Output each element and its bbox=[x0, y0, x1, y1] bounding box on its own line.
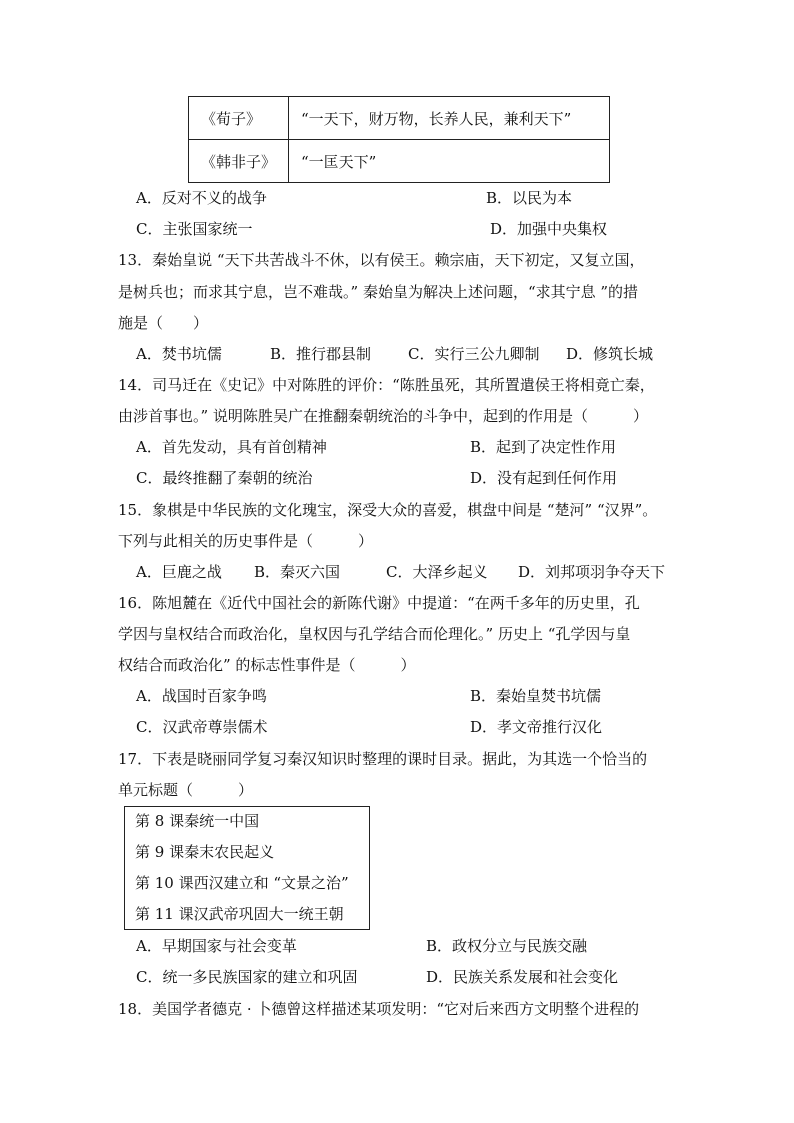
q17-option-b: B．政权分立与民族交融 bbox=[426, 937, 588, 955]
table-cell-quote: “一天下，财万物，长养人民，兼利天下” bbox=[289, 97, 610, 140]
q16-stem-line: 16．陈旭麓在《近代中国社会的新陈代谢》中提道：“在两千多年的历史里，孔 bbox=[118, 594, 640, 612]
lesson-item: 第 11 课汉武帝巩固大一统王朝 bbox=[135, 905, 344, 923]
q14-stem-line: 由涉首事也。” 说明陈胜吴广在推翻秦朝统治的斗争中，起到的作用是（ ） bbox=[118, 407, 648, 425]
q15-option-a: A．巨鹿之战 bbox=[136, 563, 222, 581]
q14-option-a: A．首先发动，具有首创精神 bbox=[136, 438, 327, 456]
q13-option-a: A．焚书坑儒 bbox=[136, 345, 222, 363]
lesson-item: 第 8 课秦统一中国 bbox=[135, 812, 260, 830]
q12-option-a: A．反对不义的战争 bbox=[136, 189, 267, 207]
q12-option-b: B．以民为本 bbox=[486, 189, 573, 207]
q16-stem-line: 权结合而政治化” 的标志性事件是（ ） bbox=[118, 656, 416, 674]
table-cell-book: 《荀子》 bbox=[189, 97, 289, 140]
q15-option-b: B．秦灭六国 bbox=[254, 563, 341, 581]
q13-stem-line: 施是（ ） bbox=[118, 314, 209, 332]
q13-option-d: D．修筑长城 bbox=[566, 345, 654, 363]
q14-option-b: B．起到了决定性作用 bbox=[470, 438, 617, 456]
lesson-list-box bbox=[124, 806, 370, 930]
q16-option-b: B．秦始皇焚书坑儒 bbox=[470, 687, 602, 705]
q13-stem-line: 是树兵也；而求其宁息，岂不难哉。” 秦始皇为解决上述问题，“求其宁息 ”的措 bbox=[118, 283, 639, 301]
q13-option-b: B．推行郡县制 bbox=[270, 345, 372, 363]
q13-option-c: C．实行三公九卿制 bbox=[408, 345, 540, 363]
q18-stem-line: 18．美国学者德克 · 卜德曾这样描述某项发明：“它对后来西方文明整个进程的 bbox=[118, 1000, 640, 1018]
quote-table bbox=[188, 96, 610, 183]
q17-option-a: A．早期国家与社会变革 bbox=[136, 937, 297, 955]
q13-stem-line: 13．秦始皇说 “天下共苦战斗不休，以有侯王。赖宗庙，天下初定，又复立国， bbox=[118, 251, 645, 269]
q16-stem-line: 学因与皇权结合而政治化，皇权因与孔学结合而伦理化。” 历史上 “孔学因与皇 bbox=[118, 625, 631, 643]
lesson-item: 第 9 课秦末农民起义 bbox=[135, 843, 275, 861]
q17-stem-line: 单元标题（ ） bbox=[118, 781, 254, 799]
q12-option-c: C．主张国家统一 bbox=[136, 220, 253, 238]
q14-option-d: D．没有起到任何作用 bbox=[470, 469, 618, 487]
table-cell-quote: “一匡天下” bbox=[289, 140, 610, 183]
q16-option-c: C．汉武帝尊崇儒术 bbox=[136, 718, 268, 736]
q14-stem-line: 14．司马迁在《史记》中对陈胜的评价：“陈胜虽死，其所置遣侯王将相竟亡秦， bbox=[118, 376, 655, 394]
q15-option-d: D．刘邦项羽争夺天下 bbox=[518, 563, 666, 581]
q14-option-c: C．最终推翻了秦朝的统治 bbox=[136, 469, 313, 487]
q15-stem-line: 15．象棋是中华民族的文化瑰宝，深受大众的喜爱，棋盘中间是 “楚河” “汉界”。 bbox=[118, 501, 658, 519]
q16-option-d: D．孝文帝推行汉化 bbox=[470, 718, 603, 736]
q17-option-c: C．统一多民族国家的建立和巩固 bbox=[136, 968, 358, 986]
q15-stem-line: 下列与此相关的历史事件是（ ） bbox=[118, 532, 374, 550]
q16-option-a: A．战国时百家争鸣 bbox=[136, 687, 267, 705]
q12-option-d: D．加强中央集权 bbox=[490, 220, 608, 238]
q17-option-d: D．民族关系发展和社会变化 bbox=[426, 968, 619, 986]
q17-stem-line: 17．下表是晓丽同学复习秦汉知识时整理的课时目录。据此，为其选一个恰当的 bbox=[118, 750, 648, 768]
q15-option-c: C．大泽乡起义 bbox=[386, 563, 488, 581]
table-row bbox=[189, 97, 610, 140]
table-cell-book: 《韩非子》 bbox=[189, 140, 289, 183]
lesson-item: 第 10 课西汉建立和 “文景之治” bbox=[135, 874, 349, 892]
table-row bbox=[189, 140, 610, 183]
